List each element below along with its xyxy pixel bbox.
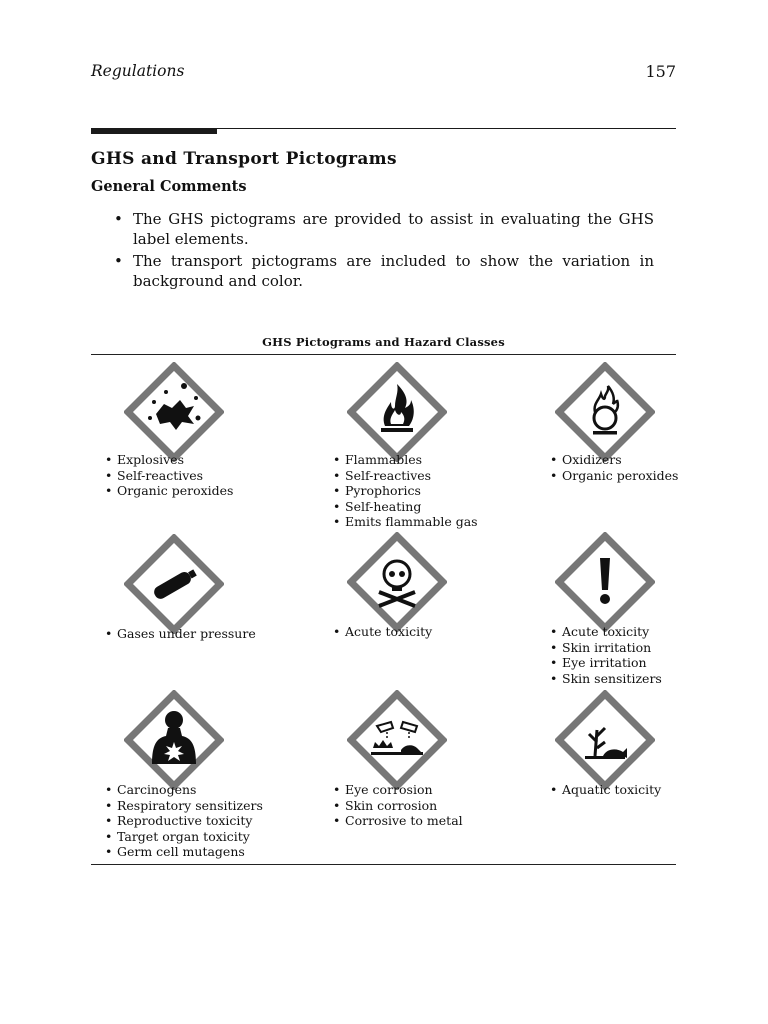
- comments-list: [112, 210, 654, 294]
- hazard-list: [550, 452, 678, 483]
- gas-cylinder-icon: [124, 534, 224, 634]
- health-hazard-icon: [124, 690, 224, 790]
- page-number: 157: [645, 62, 676, 81]
- pictogram-cell: [105, 690, 280, 860]
- pictogram-cell: [550, 532, 678, 692]
- pictogram-cell: [333, 690, 508, 830]
- exploding-bomb-icon: [124, 362, 224, 462]
- pictogram-cell: [550, 362, 678, 542]
- pictogram-cell: [333, 532, 508, 672]
- running-head-section: Regulations: [91, 62, 185, 80]
- skull-crossbones-icon: [347, 532, 447, 632]
- hazard-item: • Skin sensitizers: [550, 671, 662, 687]
- hazard-list: [105, 626, 256, 642]
- hazard-item: • Skin corrosion: [333, 798, 463, 814]
- hazard-list: [333, 782, 463, 829]
- section-rule: [91, 128, 676, 134]
- hazard-item: • Target organ toxicity: [105, 829, 263, 845]
- hazard-item: • Acute toxicity: [333, 624, 432, 640]
- hazard-item: • Skin irritation: [550, 640, 662, 656]
- hazard-item: • Carcinogens: [105, 782, 263, 798]
- hazard-list: [333, 452, 478, 530]
- pictogram-cell: [550, 690, 678, 830]
- hazard-item: • Gases under pressure: [105, 626, 256, 642]
- subsection-heading: General Comments: [91, 178, 247, 195]
- hazard-list: [333, 624, 432, 640]
- hazard-item: • Self-reactives: [105, 468, 233, 484]
- hazard-item: • Eye irritation: [550, 655, 662, 671]
- comment-item: • The transport pictograms are included to show the variation in background and color.: [112, 252, 654, 291]
- running-head: [91, 62, 676, 84]
- hazard-item: • Self-reactives: [333, 468, 478, 484]
- hazard-list: [550, 782, 661, 798]
- pictogram-cell: [105, 534, 280, 674]
- hazard-item: • Reproductive toxicity: [105, 813, 263, 829]
- hazard-item: • Acute toxicity: [550, 624, 662, 640]
- environment-icon: [555, 690, 655, 790]
- hazard-list: [105, 782, 263, 860]
- pictogram-cell: [105, 362, 280, 542]
- table-bottom-rule: [91, 864, 676, 865]
- comment-item: • The GHS pictograms are provided to assist in evaluating the GHS label elements.: [112, 210, 654, 249]
- hazard-item: • Aquatic toxicity: [550, 782, 661, 798]
- section-heading: GHS and Transport Pictograms: [91, 149, 397, 169]
- hazard-item: • Oxidizers: [550, 452, 678, 468]
- hazard-list: [550, 624, 662, 686]
- hazard-item: • Flammables: [333, 452, 478, 468]
- hazard-item: • Eye corrosion: [333, 782, 463, 798]
- hazard-list: [105, 452, 233, 499]
- hazard-item: • Respiratory sensitizers: [105, 798, 263, 814]
- hazard-item: • Germ cell mutagens: [105, 844, 263, 860]
- hazard-item: • Emits flammable gas: [333, 514, 478, 530]
- flame-icon: [347, 362, 447, 462]
- table-top-rule: [91, 354, 676, 355]
- hazard-item: • Pyrophorics: [333, 483, 478, 499]
- hazard-item: • Explosives: [105, 452, 233, 468]
- hazard-item: • Corrosive to metal: [333, 813, 463, 829]
- hazard-item: • Organic peroxides: [105, 483, 233, 499]
- corrosion-icon: [347, 690, 447, 790]
- hazard-item: • Organic peroxides: [550, 468, 678, 484]
- flame-over-circle-icon: [555, 362, 655, 462]
- pictogram-cell: [333, 362, 523, 542]
- exclamation-mark-icon: [555, 532, 655, 632]
- hazard-item: • Self-heating: [333, 499, 478, 515]
- table-title: GHS Pictograms and Hazard Classes: [262, 335, 505, 349]
